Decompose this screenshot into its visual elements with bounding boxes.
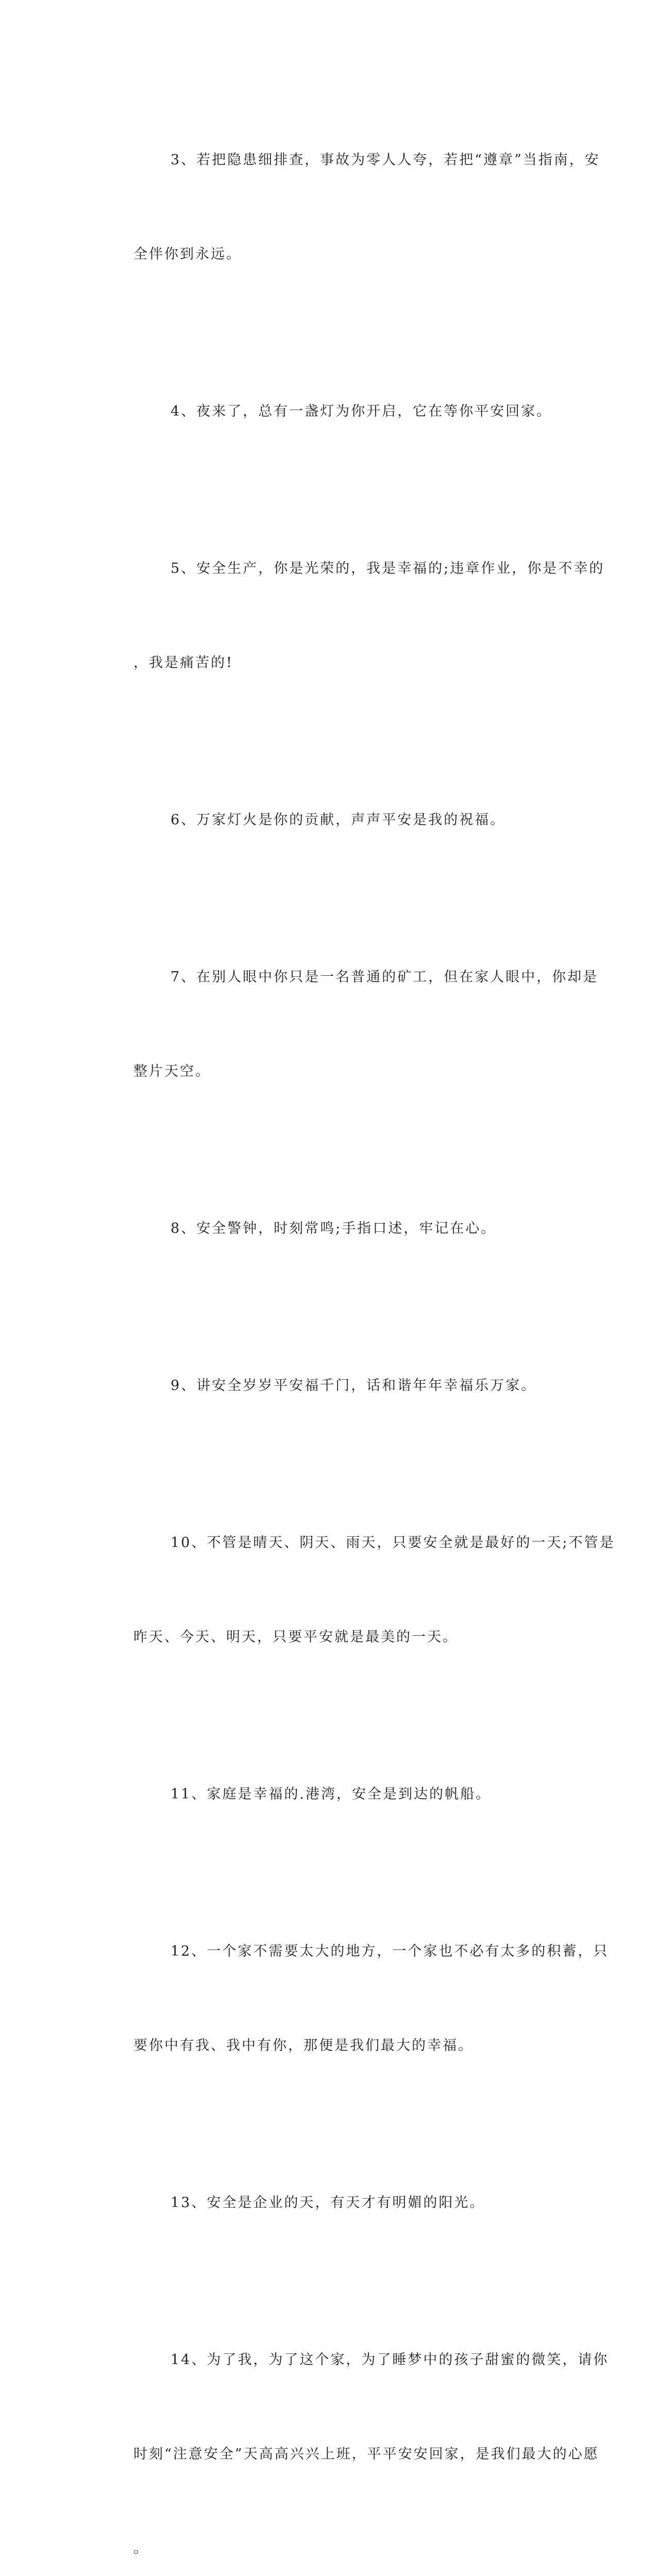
paragraph-line: 7、在别人眼中你只是一名普通的矿工，但在家人眼中，你却是 (171, 969, 599, 985)
paragraph-line: ，我是痛苦的! (133, 655, 233, 671)
paragraph-line: 全伴你到永远。 (133, 246, 242, 262)
document-body (96, 81, 615, 2576)
paragraph-line: 要你中有我、我中有你，那便是我们最大的幸福。 (133, 2038, 474, 2054)
paragraph-line: 4、夜来了，总有一盏灯为你开启，它在等你平安回家。 (171, 403, 552, 419)
paragraph-7 (96, 899, 599, 1150)
paragraph-line: 13、安全是企业的天，有天才有明媚的阳光。 (171, 2195, 485, 2211)
paragraph-12 (96, 1873, 609, 2124)
paragraph-line: 10、不管是晴天、阴天、雨天，只要安全就是最好的一天;不管是 (171, 1535, 615, 1551)
paragraph-3 (96, 81, 600, 333)
paragraph-line: 。 (133, 2540, 149, 2556)
paragraph-line: 5、安全生产，你是光荣的，我是幸福的;违章作业，你是不幸的 (171, 561, 605, 577)
paragraph-14 (96, 2281, 609, 2576)
paragraph-line: 时刻“注意安全”天高高兴兴上班，平平安安回家，是我们最大的心愿 (133, 2446, 599, 2462)
paragraph-9 (96, 1307, 555, 1464)
paragraph-line: 昨天、今天、明天，只要平安就是最美的一天。 (133, 1629, 458, 1645)
paragraph-line: 14、为了我，为了这个家，为了睡梦中的孩子甜蜜的微笑，请你 (171, 2352, 609, 2368)
paragraph-line: 12、一个家不需要太大的地方，一个家也不必有太多的积蓄，只 (171, 1943, 609, 1959)
paragraph-6 (96, 741, 555, 899)
paragraph-line: 整片天空。 (133, 1063, 211, 1079)
paragraph-line: 11、家庭是幸福的.港湾，安全是到达的帆船。 (171, 1786, 491, 1802)
paragraph-8 (96, 1150, 555, 1307)
paragraph-line: 3、若把隐患细排查，事故为零人人夸，若把“遵章”当指南，安 (171, 152, 600, 168)
paragraph-line: 6、万家灯火是你的贡献，声声平安是我的祝福。 (171, 812, 506, 828)
paragraph-13 (96, 2124, 555, 2281)
paragraph-10 (96, 1464, 615, 1716)
paragraph-4 (96, 333, 555, 490)
paragraph-line: 8、安全警钟，时刻常鸣;手指口述，牢记在心。 (171, 1221, 497, 1236)
paragraph-11 (96, 1716, 555, 1873)
paragraph-line: 9、讲安全岁岁平安福千门，话和谐年年幸福乐万家。 (171, 1378, 537, 1394)
paragraph-5 (96, 490, 605, 741)
